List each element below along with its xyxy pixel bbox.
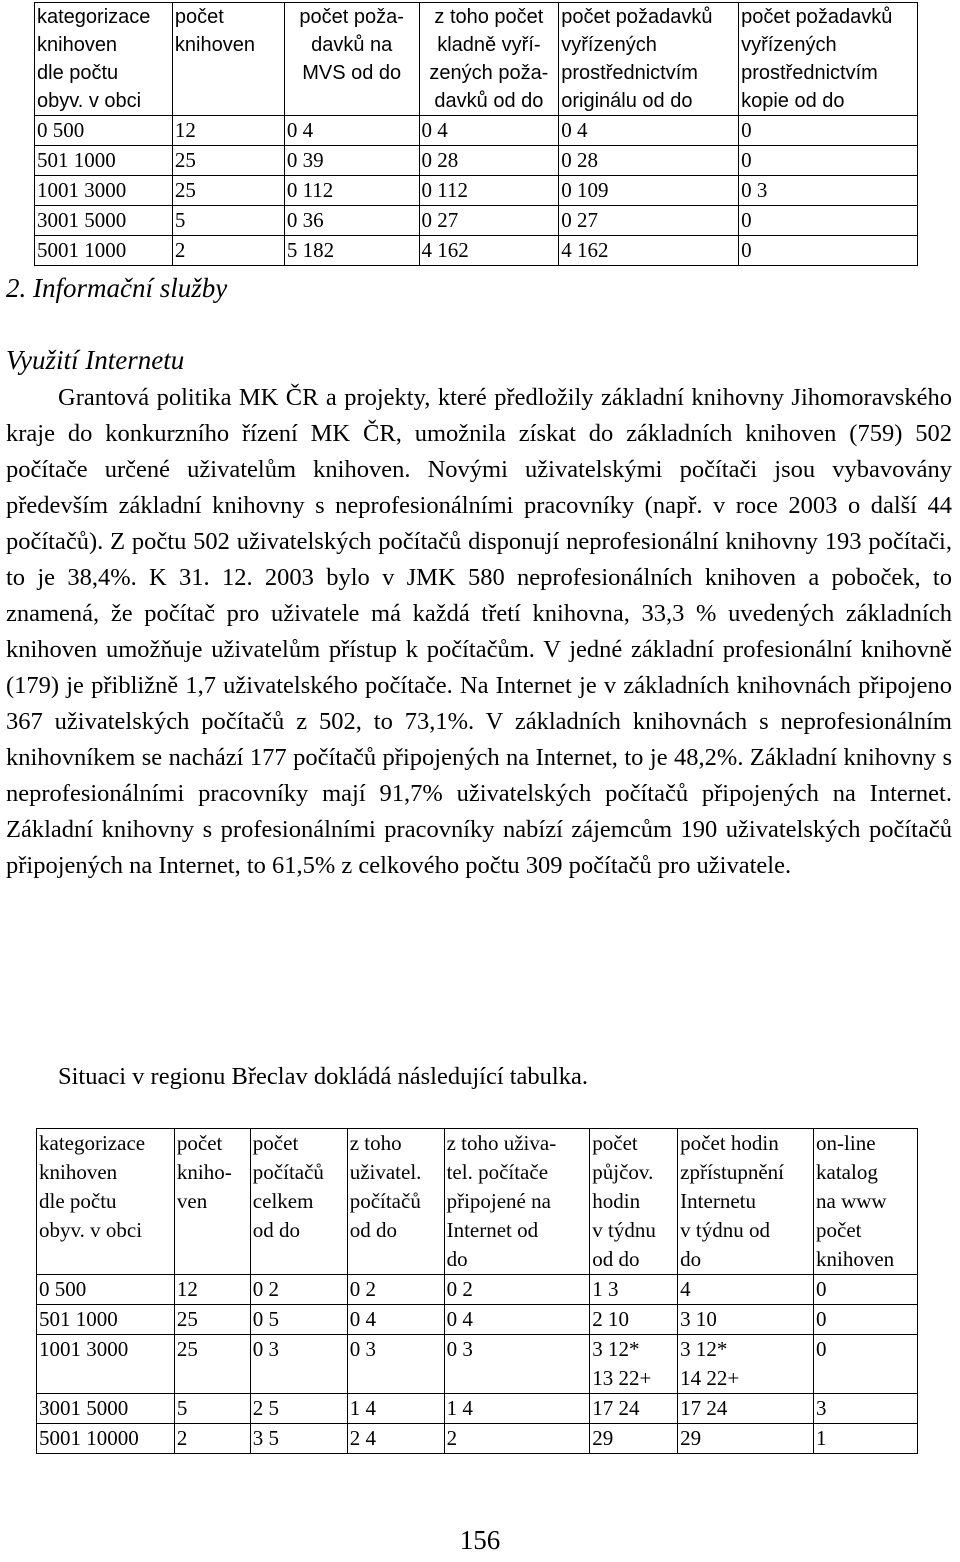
table-cell: 501 1000 (35, 146, 173, 176)
mvs-table (34, 2, 918, 266)
table-cell: 5 182 (284, 236, 419, 266)
table-row (35, 236, 918, 266)
table-cell: 0 112 (419, 176, 559, 206)
table-row (37, 1394, 918, 1424)
table-cell: 3 12* 14 22+ (678, 1335, 814, 1394)
table-cell: 25 (174, 1335, 250, 1394)
table-cell: 0 (739, 116, 918, 146)
table-cell: 0 3 (347, 1335, 444, 1394)
column-header: z toho počet kladně vyří- zených poža- davků od do (419, 3, 559, 116)
table-cell: 3001 5000 (37, 1394, 175, 1424)
table-cell: 1001 3000 (35, 176, 173, 206)
table-row (37, 1424, 918, 1454)
column-header: kategorizace knihoven dle počtu obyv. v obci (37, 1129, 175, 1275)
column-header: počet počítačů celkem od do (250, 1129, 347, 1275)
table-cell: 1001 3000 (37, 1335, 175, 1394)
table-cell: 3001 5000 (35, 206, 173, 236)
table-cell: 17 24 (590, 1394, 678, 1424)
table-cell: 1 4 (347, 1394, 444, 1424)
table-cell: 0 4 (559, 116, 739, 146)
column-header: počet hodin zpřístupnění Internetu v týdnu od do (678, 1129, 814, 1275)
column-header: z toho uživa- tel. počítače připojené na Internet od do (444, 1129, 590, 1275)
table-cell: 29 (590, 1424, 678, 1454)
table-cell: 0 4 (419, 116, 559, 146)
column-header: počet půjčov. hodin v týdnu od do (590, 1129, 678, 1275)
table-cell: 3 10 (678, 1305, 814, 1335)
table-cell: 4 162 (559, 236, 739, 266)
table-cell: 12 (174, 1275, 250, 1305)
table-cell: 3 (814, 1394, 918, 1424)
table-cell: 5001 10000 (37, 1424, 175, 1454)
table-cell: 0 5 (250, 1305, 347, 1335)
table-cell: 0 28 (419, 146, 559, 176)
table-cell: 0 39 (284, 146, 419, 176)
column-header: počet knihoven (172, 3, 284, 116)
table-cell: 0 (739, 146, 918, 176)
body-paragraph (6, 380, 952, 884)
table-row (35, 176, 918, 206)
table-cell: 1 (814, 1424, 918, 1454)
table-cell: 0 (814, 1275, 918, 1305)
table-cell: 0 3 (250, 1335, 347, 1394)
column-header: kategorizace knihoven dle počtu obyv. v obci (35, 3, 173, 116)
table-cell: 5 (172, 206, 284, 236)
table-row (37, 1305, 918, 1335)
page-number: 156 (459, 1525, 501, 1555)
column-header: z toho uživatel. počítačů od do (347, 1129, 444, 1275)
table-cell: 25 (174, 1305, 250, 1335)
table-intro: Situaci v regionu Břeclav dokládá následující tabulka. (58, 1063, 588, 1090)
table-cell: 2 (172, 236, 284, 266)
table-cell: 4 (678, 1275, 814, 1305)
column-header: počet požadavků vyřízených prostřednictvím kopie od do (739, 3, 918, 116)
subheading: Využití Internetu (6, 345, 185, 375)
table-cell: 0 (739, 206, 918, 236)
column-header: on-line katalog na www počet knihoven (814, 1129, 918, 1275)
table-cell: 0 27 (559, 206, 739, 236)
table-cell: 0 3 (444, 1335, 590, 1394)
table-cell: 3 12* 13 22+ (590, 1335, 678, 1394)
column-header: počet požadavků vyřízených prostřednictvím originálu od do (559, 3, 739, 116)
table-row (35, 146, 918, 176)
table-cell: 25 (172, 176, 284, 206)
table-cell: 12 (172, 116, 284, 146)
table-row (35, 116, 918, 146)
table-cell: 0 28 (559, 146, 739, 176)
table-cell: 0 109 (559, 176, 739, 206)
table-cell: 0 4 (444, 1305, 590, 1335)
table-cell: 0 500 (37, 1275, 175, 1305)
table-cell: 0 (739, 236, 918, 266)
table-cell: 0 4 (347, 1305, 444, 1335)
table-cell: 1 3 (590, 1275, 678, 1305)
table-cell: 2 10 (590, 1305, 678, 1335)
table-cell: 2 4 (347, 1424, 444, 1454)
table-cell: 0 (814, 1305, 918, 1335)
table-cell: 2 (444, 1424, 590, 1454)
table-cell: 5001 1000 (35, 236, 173, 266)
table-cell: 1 4 (444, 1394, 590, 1424)
table-cell: 0 500 (35, 116, 173, 146)
table-row (37, 1335, 918, 1394)
table-cell: 4 162 (419, 236, 559, 266)
paragraph-text: Grantová politika MK ČR a projekty, které předložily základní knihovny Jihomoravského kraje do konkurzního řízení MK ČR, umožnila získat do základních knihoven (759) 502 počítače určené uživatelům knihoven. Novými uživatelskými počítači jsou vybavovány především základní knihovny s neprofesionálními pracovníky (např. v roce 2003 o další 44 počítačů). Z počtu 502 uživatelských počítačů disponují neprofesionální knihovny 193 počítači, to je 38,4%. K 31. 12. 2003 bylo v JMK 580 neprofesionálních knihoven a poboček, to znamená, že počítač pro uživatele má každá třetí knihovna, 33,3 % uvedených základních knihoven umožňuje uživatelům přístup k počítačům. V jedné základní profesionální knihovně (179) je přibližně 1,7 uživatelského počítače. Na Internet je v základních knihovnách připojeno 367 uživatelských počítačů z 502, to 73,1%. V základních knihovnách s neprofesionálním knihovníkem se nachází 177 počítačů připojených na Internet, to je 48,2%. Základní knihovny s neprofesionálními pracovníky mají 91,7% uživatelských počítačů připojených na Internet. Základní knihovny s profesionálními pracovníky nabízí zájemcům 190 uživatelských počítačů připojených na Internet, to 61,5% z celkového počtu 309 počítačů pro uživatele. (6, 384, 952, 879)
table-cell: 2 5 (250, 1394, 347, 1424)
table-cell: 29 (678, 1424, 814, 1454)
section-heading: 2. Informační služby (6, 273, 228, 303)
table-cell: 25 (172, 146, 284, 176)
table-row (35, 206, 918, 236)
table-cell: 3 5 (250, 1424, 347, 1454)
column-header: počet poža- davků na MVS od do (284, 3, 419, 116)
table-cell: 0 2 (444, 1275, 590, 1305)
table-cell: 501 1000 (37, 1305, 175, 1335)
table-cell: 0 112 (284, 176, 419, 206)
table-header-row (35, 3, 918, 116)
table-cell: 0 27 (419, 206, 559, 236)
table-cell: 0 2 (250, 1275, 347, 1305)
column-header: počet kniho- ven (174, 1129, 250, 1275)
breclav-table (36, 1128, 918, 1454)
table-cell: 2 (174, 1424, 250, 1454)
table-cell: 0 4 (284, 116, 419, 146)
table-cell: 0 3 (739, 176, 918, 206)
table-cell: 0 2 (347, 1275, 444, 1305)
table-row (37, 1275, 918, 1305)
table-cell: 0 36 (284, 206, 419, 236)
table-header-row (37, 1129, 918, 1275)
table-cell: 0 (814, 1335, 918, 1394)
table-cell: 5 (174, 1394, 250, 1424)
table-cell: 17 24 (678, 1394, 814, 1424)
